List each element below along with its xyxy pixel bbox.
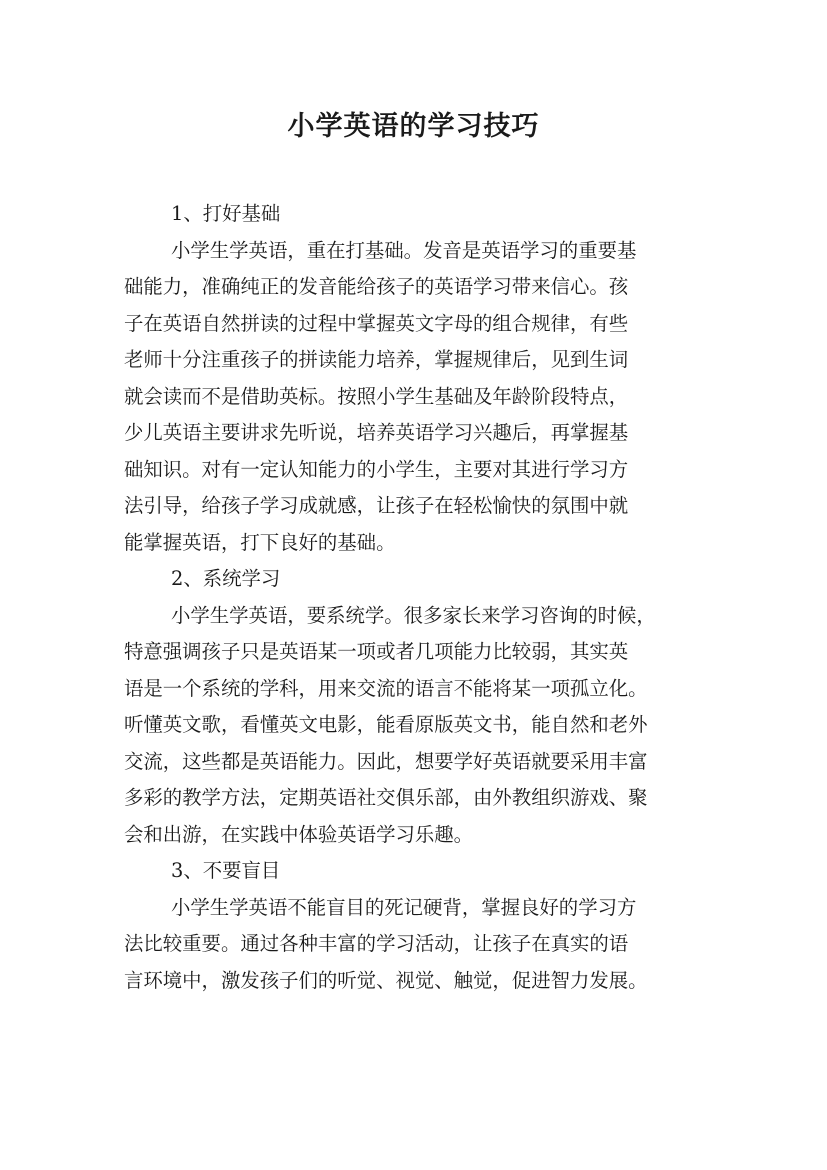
paragraph-line: 小学生学英语不能盲目的死记硬背，掌握良好的学习方: [171, 895, 637, 919]
paragraph-line: 子在英语自然拼读的过程中掌握英文字母的组合规律，有些: [124, 311, 629, 335]
section-heading-3: 3、不要盲目: [171, 859, 281, 882]
paragraph-line: 语是一个系统的学科，用来交流的语言不能将某一项孤立化。: [124, 676, 648, 700]
document-body: [124, 196, 708, 999]
paragraph-line: 特意强调孩子只是英语某一项或者几项能力比较弱，其实英: [124, 640, 629, 663]
paragraph-line: 就会读而不是借助英标。按照小学生基础及年龄阶段特点，: [124, 384, 629, 408]
section-heading-2: 2、系统学习: [171, 567, 281, 590]
paragraph-line: 少儿英语主要讲求先听说，培养英语学习兴趣后，再掌握基: [124, 421, 629, 444]
document-title: 小学英语的学习技巧: [287, 111, 540, 142]
paragraph-line: 会和出游，在实践中体验英语学习乐趣。: [124, 822, 474, 846]
paragraph-line: 法比较重要。通过各种丰富的学习活动，让孩子在真实的语: [124, 932, 629, 955]
paragraph-line: 言环境中，激发孩子们的听觉、视觉、触觉，促进智力发展。: [124, 968, 648, 992]
paragraph-line: 交流，这些都是英语能力。因此，想要学好英语就要采用丰富: [124, 749, 648, 773]
paragraph-line: 听懂英文歌，看懂英文电影，能看原版英文书，能自然和老外: [124, 713, 648, 736]
paragraph-line: 础能力，准确纯正的发音能给孩子的英语学习带来信心。孩: [124, 275, 629, 298]
paragraph-line: 小学生学英语，重在打基础。发音是英语学习的重要基: [171, 238, 637, 262]
paragraph-line: 老师十分注重孩子的拼读能力培养，掌握规律后，见到生词: [124, 348, 629, 371]
paragraph-line: 多彩的教学方法，定期英语社交俱乐部，由外教组织游戏、聚: [124, 786, 648, 809]
paragraph-line: 能掌握英语，打下良好的基础。: [124, 530, 396, 554]
paragraph-line: 小学生学英语，要系统学。很多家长来学习咨询的时候，: [171, 603, 656, 627]
paragraph-line: 础知识。对有一定认知能力的小学生，主要对其进行学习方: [124, 457, 629, 481]
paragraph-line: 法引导，给孩子学习成就感，让孩子在轻松愉快的氛围中就: [124, 494, 629, 517]
section-heading-1: 1、打好基础: [171, 202, 281, 225]
